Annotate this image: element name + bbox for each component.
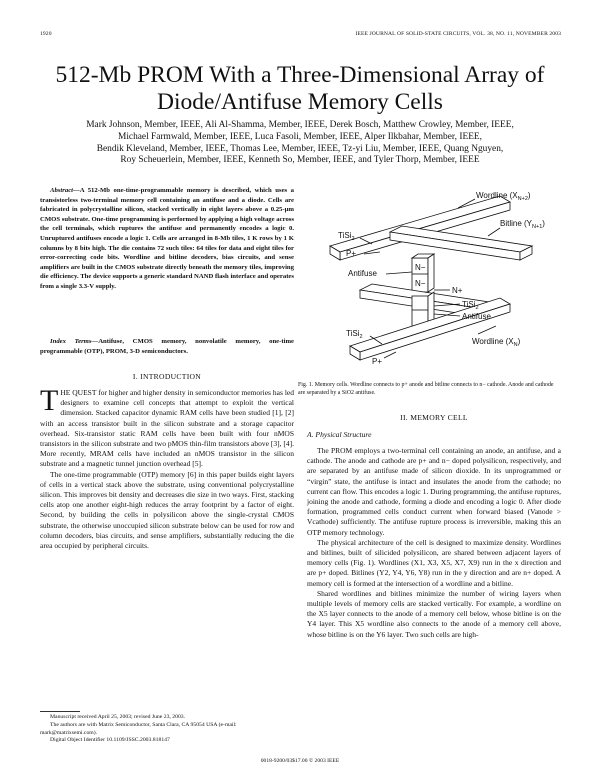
- label-tisi2-lower: TiSi$_2$: [346, 329, 363, 340]
- index-terms: [40, 337, 294, 356]
- label-n-minus-a: N−: [415, 263, 426, 272]
- abstract: [40, 186, 294, 292]
- intro-paragraph-2: The one-time programmable (OTP) memory [6] in this paper builds eight layers of cells in a vertical stack above the substrate, using conventional polycrystalline silicon. This improves bit density and decreases die size in two ways. First, stacking cells atop one another eight-high reduces the array footprint by a factor of eight. Second, by building the cells in polysilicon above the single-crystal CMOS substrate, the otherwise unoccupied silicon substrate below can be used for row and column decoders, bias circuits, and sense amplifiers, substantially reducing the die area occupied by peripheral circuits.: [40, 469, 294, 551]
- drop-cap: T: [40, 384, 59, 417]
- footnotes: [40, 714, 294, 745]
- running-header: IEEE JOURNAL OF SOLID-STATE CIRCUITS, VOL. 38, NO. 11, NOVEMBER 2003: [355, 31, 561, 37]
- cell-paragraph-3: Shared wordlines and bitlines minimize the number of wiring layers when multiple levels of memory cells are stacked vertically. For example, a wordline on the X5 layer connects to the anode of a memory cell below, whose bitline is on the Y4 layer. This X5 wordline also connects to the anode of a memory cell above, whose bitline is on the Y6 layer. Two such cells are high-: [307, 588, 561, 639]
- label-n-plus: N+: [452, 286, 463, 295]
- figure-caption: Fig. 1. Memory cells. Wordline connects to p+ anode and bitline connects to n− cathode. Anode and cathode are separated by a SiO2 antifuse.: [298, 382, 554, 396]
- label-bitline: Bitline $(Y_{N+1})$: [500, 219, 545, 230]
- cell-paragraph-1: The PROM employs a two-terminal cell containing an anode, an antifuse, and a cathode. The anode and cathode are p+ and n− doped polysilicon, respectively, and are separated by an antifuse made of silicon dioxide. In its unprogrammed or “virgin” state, the antifuse is intact and insulates the anode from the cathode; no current can flow. This encodes a logic 1. During programming, the antifuse ruptures, joining the anode and cathode, forming a diode and encoding a logic 0. After diode formation, programmed cells conduct current when forward biased (Vanode > Vcathode) sufficiently. The antifuse rupture process is irreversible, making this an OTP memory technology.: [307, 446, 561, 537]
- index-terms-text: Antifuse, CMOS memory, nonvolatile memory, one-time programmable (OTP), PROM, 3-D semiconductors.: [40, 338, 294, 355]
- label-p-plus-upper: P+: [346, 249, 357, 258]
- subsection-heading-physical-structure: A. Physical Structure: [307, 430, 372, 439]
- author-list: [40, 120, 560, 167]
- label-wordline-bottom: Wordline $(X_N)$: [472, 337, 521, 348]
- paper-title: [0, 62, 600, 116]
- index-terms-label: Index Terms—: [50, 338, 99, 345]
- bitline-bar: [390, 226, 532, 260]
- memory-cell-body: [307, 446, 561, 640]
- page-number: 1920: [40, 31, 52, 37]
- introduction-body: [40, 384, 294, 551]
- footnote-doi: Digital Object Identifier 10.1109/JSSC.2003.818147: [50, 737, 170, 744]
- author-line: Mark Johnson, Member, IEEE, Ali Al-Shamma, Member, IEEE, Derek Bosch, Matthew Crowley, Member, IEEE,: [86, 120, 514, 130]
- author-line: Bendik Kleveland, Member, IEEE, Thomas Lee, Member, IEEE, Tz-yi Liu, Member, IEEE, Quang Nguyen,: [96, 143, 504, 154]
- label-n-minus-b: N−: [415, 279, 426, 288]
- section-heading-introduction: I. INTRODUCTION: [132, 372, 202, 381]
- footnote-rule: [40, 711, 80, 712]
- cell-paragraph-2: The physical architecture of the cell is designed to maximize density. Wordlines and bitlines, built of silicided polysilicon, are shared between adjacent layers of memory cells (Fig. 1). Wordlines (X1, X3, X5, X7, X9) run in the x direction and are p+ doped. Bitlines (Y2, Y4, Y6, Y8) run in the y direction and are n+ doped. A memory cell is formed at the intersection of a wordline and a bitline.: [307, 537, 561, 588]
- section-heading-memory-cell: II. MEMORY CELL: [400, 413, 468, 422]
- footnote-affiliation: The authors are with Matrix Semiconductor, Santa Clara, CA 95054 USA (e-mail: mark@matrixsemi.com).: [40, 721, 237, 736]
- intro-paragraph-1: HE QUEST for higher and higher density in semiconductor memories has led designers to examine cell concepts that attempt to exploit the vertical dimension. Stacked capacitor dynamic RAM cells have been studied [1], [2] with an access transistor built in the silicon substrate and a storage capacitor overhead. Six-transistor static RAM cells have been built with four nMOS transistors in the silicon substrate and two pMOS thin-film transistors above [3], [4]. More recently, MRAM cells have included an nMOS transistor in the silicon substrate and a magnetic tunnel junction overhead [5].: [40, 388, 294, 469]
- label-antifuse-upper: Antifuse: [348, 269, 377, 278]
- author-line: Michael Farmwald, Member, IEEE, Luca Fasoli, Member, IEEE, Alper Ilkbahar, Member, IEEE,: [117, 131, 482, 142]
- label-tisi2-middle: TiSi$_2$: [462, 300, 479, 311]
- title-line-2: Diode/Antifuse Memory Cells: [157, 89, 443, 115]
- label-wordline-top: Wordline $(X_{N+2})$: [476, 191, 531, 202]
- label-p-plus-lower: P+: [372, 357, 383, 366]
- abstract-label: Abstract—: [50, 187, 80, 194]
- copyright-line: 0018-9200/03$17.00 © 2003 IEEE: [260, 758, 340, 764]
- label-tisi2-upper: TiSi$_2$: [338, 231, 355, 242]
- abstract-text: A 512-Mb one-time-programmable memory is described, which uses a transistorless two-terminal memory cell containing an antifuse and a diode. Cells are fabricated in polycrystalline silicon, stacked vertically in eight layers above a 0.25-μm CMOS substrate. One-time programming is performed by applying a high voltage across the cell terminals, which ruptures the antifuse and permanently encodes a logic 0. Unruptured antifuses encode a logic 1. Cells are arranged in 8-Mb tiles, 1 K rows by 1 K columns by 8 bits high. The die contains 72 such tiles: 64 tiles for data and eight tiles for error-correcting code bits. Wordline and bitline decoders, bias circuits, and sense amplifiers are built in the CMOS substrate directly beneath the memory tiles, improving die efficiency. The device supports a generic standard NAND flash interface and operates from a single 3.3-V supply.: [40, 187, 294, 290]
- label-antifuse-lower: Antifuse: [462, 312, 491, 321]
- title-line-1: 512-Mb PROM With a Three-Dimensional Array of: [55, 62, 545, 88]
- figure-memory-cells: [300, 186, 562, 376]
- footnote-received: Manuscript received April 25, 2003; revised June 23, 2003.: [50, 714, 186, 720]
- author-line: Roy Scheuerlein, Member, IEEE, Kenneth So, Member, IEEE, and Tyler Thorp, Member, IEEE: [120, 155, 480, 166]
